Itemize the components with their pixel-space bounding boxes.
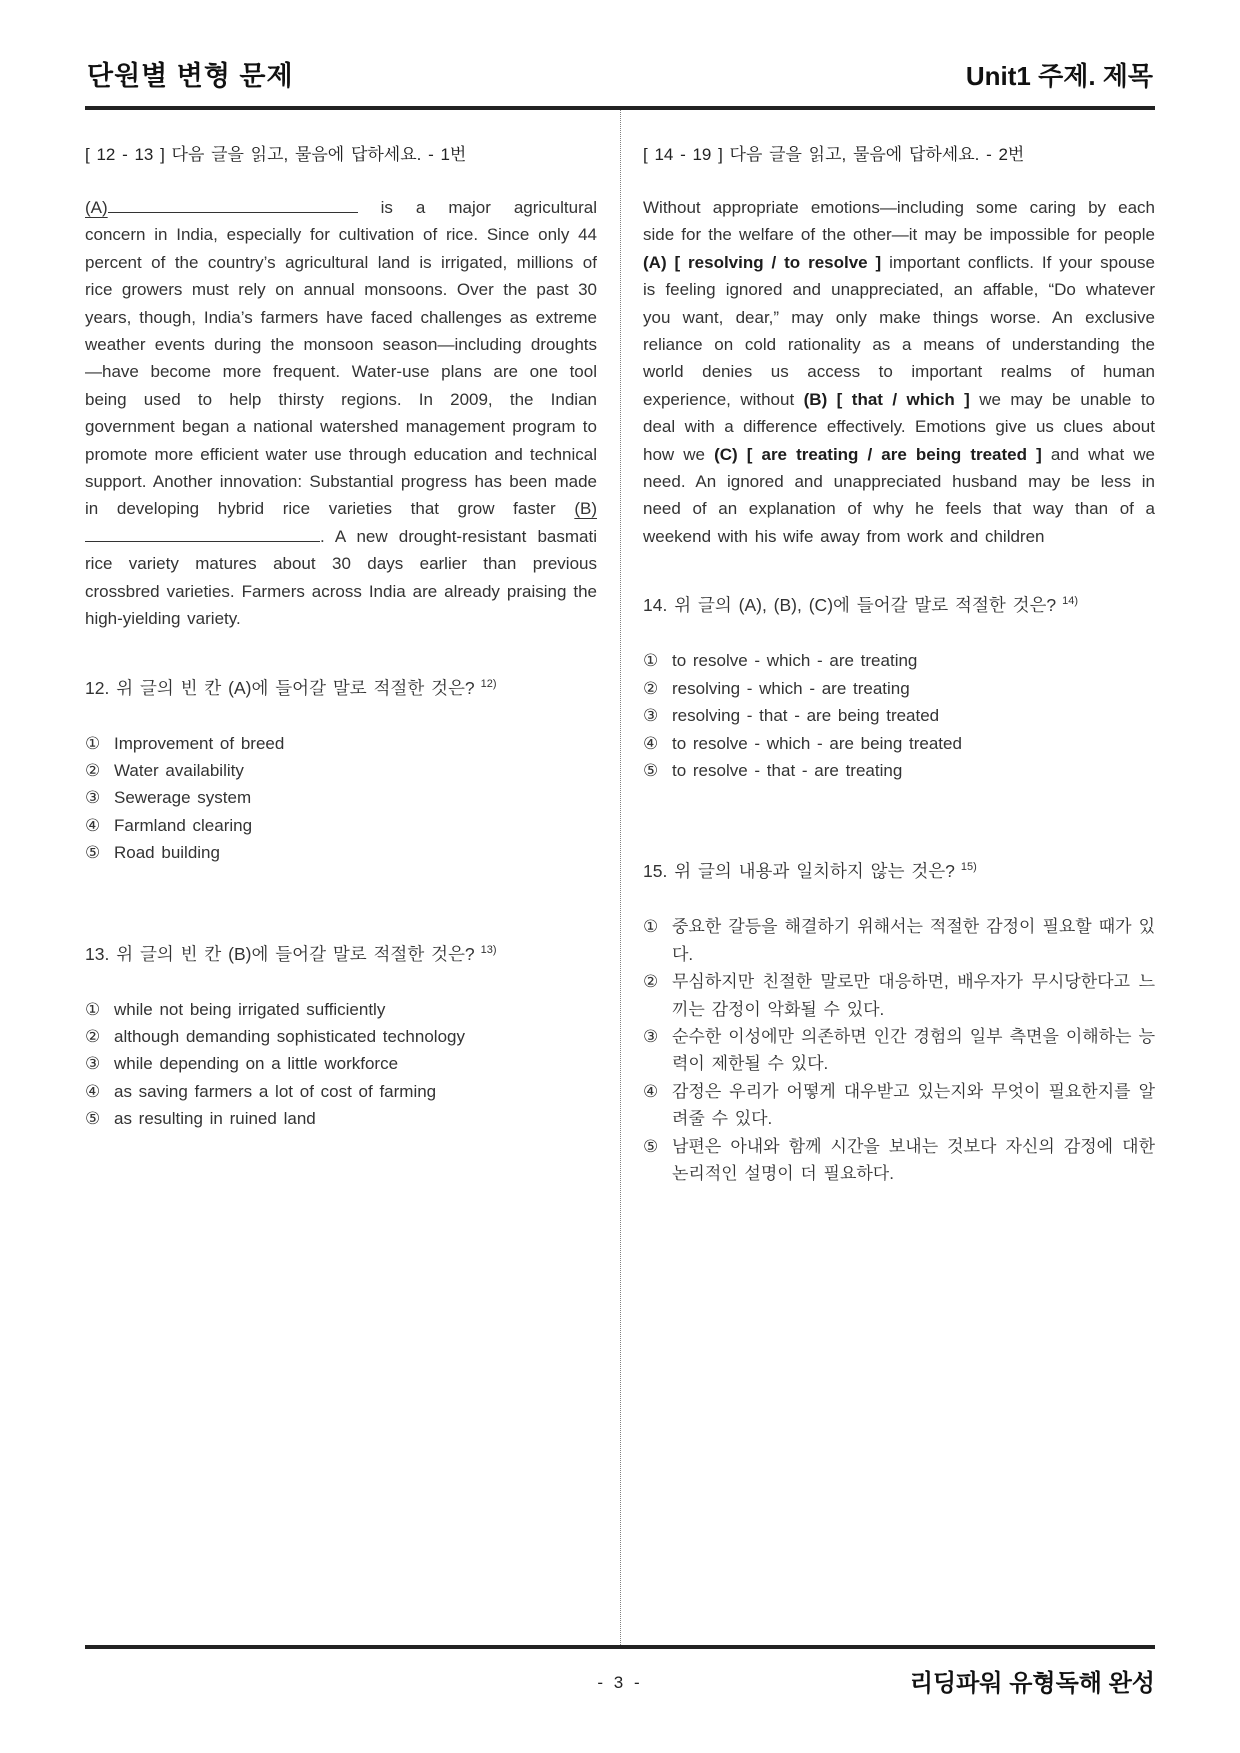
passage-segment: (C) [ are treating / are being treated ] <box>714 444 1042 464</box>
question-15-options <box>643 913 1155 1187</box>
passage-segment: (A) <box>85 198 108 217</box>
passage-right <box>643 194 1155 550</box>
question-13-prompt <box>85 941 597 966</box>
two-column-content <box>85 110 1155 1645</box>
page-header <box>85 54 1155 110</box>
option-item <box>643 913 1155 968</box>
option-text: Farmland clearing <box>114 815 253 835</box>
option-text: as resulting in ruined land <box>114 1109 316 1129</box>
passage-segment: . A new drought-resistant basmati rice variety matures about 30 days earlier than previous crossbred varieties. Farmers across India are already praising the high-yielding variety. <box>85 526 597 629</box>
option-marker: ② <box>643 678 659 698</box>
option-marker: ② <box>85 1026 101 1046</box>
option-text: 감정은 우리가 어떻게 대우받고 있는지와 무엇이 필요한지를 알려줄 수 있다. <box>672 1081 1155 1129</box>
question-15-text: 15. 위 글의 내용과 일치하지 않는 것은? <box>643 861 955 882</box>
option-text: as saving farmers a lot of cost of farming <box>114 1081 437 1101</box>
option-text: while not being irrigated sufficiently <box>114 999 386 1019</box>
option-marker: ① <box>643 917 659 937</box>
option-item <box>85 784 597 811</box>
question-13 <box>85 941 597 1133</box>
question-14 <box>643 592 1155 784</box>
option-item <box>85 1023 597 1050</box>
option-marker: ③ <box>643 1026 659 1046</box>
question-12-text: 12. 위 글의 빈 칸 (A)에 들어갈 말로 적절한 것은? <box>85 677 475 698</box>
option-item <box>85 757 597 784</box>
option-marker: ③ <box>85 1054 101 1074</box>
option-item <box>643 647 1155 674</box>
option-marker: ④ <box>85 1081 101 1101</box>
question-12-footnote: 12) <box>480 677 497 690</box>
option-item <box>85 1078 597 1105</box>
option-item <box>85 730 597 757</box>
question-15-footnote: 15) <box>960 861 977 874</box>
blank-line <box>85 525 320 542</box>
passage-segment: Without appropriate emotions—including some caring by each side for the welfare of the other—it may be impossible for people <box>643 198 1155 245</box>
option-marker: ① <box>643 651 659 671</box>
option-marker: ④ <box>643 1081 659 1101</box>
passage-segment: we may be unable to deal with a difference effectively. Emotions give us clues about how we <box>643 389 1155 464</box>
page-footer <box>85 1645 1155 1753</box>
option-marker: ① <box>85 999 101 1019</box>
option-marker: ⑤ <box>85 1109 101 1129</box>
option-text: 무심하지만 친절한 말로만 대응하면, 배우자가 무시당한다고 느끼는 감정이 악화될 수 있다. <box>672 972 1155 1019</box>
option-item <box>643 1133 1155 1188</box>
book-title: 리딩파워 유형독해 완성 <box>909 1670 1155 1697</box>
page-number: - 3 - <box>597 1673 643 1692</box>
section-label-left: [ 12 - 13 ] 다음 글을 읽고, 물음에 답하세요. - 1번 <box>85 145 467 164</box>
option-marker: ② <box>643 972 659 992</box>
left-column <box>85 110 620 1645</box>
option-text: to resolve - that - are treating <box>672 760 903 780</box>
option-item <box>643 968 1155 1023</box>
option-item <box>643 1078 1155 1133</box>
option-text: to resolve - which - are treating <box>672 651 918 671</box>
question-12 <box>85 675 597 867</box>
option-marker: ⑤ <box>85 843 101 863</box>
question-13-text: 13. 위 글의 빈 칸 (B)에 들어갈 말로 적절한 것은? <box>85 943 475 964</box>
passage-segment: (A) [ resolving / to resolve ] <box>643 252 882 272</box>
option-item <box>643 675 1155 702</box>
option-marker: ② <box>85 760 101 780</box>
option-item <box>85 812 597 839</box>
question-14-text: 14. 위 글의 (A), (B), (C)에 들어갈 말로 적절한 것은? <box>643 595 1057 616</box>
option-item <box>643 702 1155 729</box>
passage-segment: important conflicts. If your spouse is feeling ignored and unappreciated, an affable, “Do whatever you want, dear,” may only make things worse. An exclusive reliance on cold rationality as a means of understanding the world denies us access to important realms of human experience, without <box>643 252 1155 409</box>
option-item <box>85 1050 597 1077</box>
option-marker: ⑤ <box>643 1136 659 1156</box>
right-column <box>620 110 1155 1645</box>
option-item <box>643 730 1155 757</box>
option-marker: ④ <box>85 815 101 835</box>
question-13-footnote: 13) <box>480 943 497 956</box>
option-item <box>85 1105 597 1132</box>
question-14-prompt <box>643 592 1155 617</box>
footer-row <box>85 1649 1155 1753</box>
option-text: 중요한 갈등을 해결하기 위해서는 적절한 감정이 필요할 때가 있다. <box>672 917 1155 964</box>
passage-segment: (B) [ that / which ] <box>803 389 970 409</box>
unit-title: Unit1 주제. 제목 <box>965 61 1153 91</box>
option-text: Water availability <box>114 760 244 780</box>
question-15-prompt <box>643 858 1155 883</box>
passage-left <box>85 194 597 633</box>
option-text: while depending on a little workforce <box>114 1054 399 1074</box>
option-text: although demanding sophisticated technology <box>114 1026 465 1046</box>
question-12-prompt <box>85 675 597 700</box>
section-label-right: [ 14 - 19 ] 다음 글을 읽고, 물음에 답하세요. - 2번 <box>643 145 1025 164</box>
blank-line <box>108 196 358 213</box>
option-text: resolving - that - are being treated <box>672 706 940 726</box>
option-marker: ① <box>85 733 101 753</box>
question-15 <box>643 858 1155 1187</box>
option-text: Sewerage system <box>114 788 252 808</box>
option-text: 순수한 이성에만 의존하면 인간 경험의 일부 측면을 이해하는 능력이 제한될 수 있다. <box>672 1026 1155 1074</box>
option-item <box>643 1023 1155 1078</box>
question-13-options <box>85 996 597 1133</box>
question-12-options <box>85 730 597 867</box>
option-text: 남편은 아내와 함께 시간을 보내는 것보다 자신의 감정에 대한 논리적인 설명이 더 필요하다. <box>672 1136 1155 1183</box>
option-text: Road building <box>114 843 220 863</box>
option-item <box>85 996 597 1023</box>
header-row <box>85 54 1155 106</box>
option-text: resolving - which - are treating <box>672 678 910 698</box>
question-14-options <box>643 647 1155 784</box>
option-marker: ⑤ <box>643 760 659 780</box>
passage-segment: is a major agricultural concern in India, especially for cultivation of rice. Since only 44 percent of the country’s agricultural land is irrigated, millions of rice growers must rely on annual monsoons. Over the past 30 years, though, India’s farmers have faced challenges as extreme weather events during the monsoon season—including droughts—have become more frequent. Water-use plans are one tool being used to help thirsty regions. In 2009, the Indian government began a national watershed management program to promote more efficient water use through education and technical support. Another innovation: Substantial progress has been made in developing hybrid rice varieties that grow faster <box>85 198 597 519</box>
option-text: Improvement of breed <box>114 733 285 753</box>
option-marker: ③ <box>85 788 101 808</box>
option-item <box>643 757 1155 784</box>
passage-segment: (B) <box>574 499 597 519</box>
option-marker: ④ <box>643 733 659 753</box>
passage-segment: and what we need. An ignored and unappreciated husband may be less in need of an explanation of why he feels that way than of a weekend with his wife away from work and children <box>643 444 1155 546</box>
document-title: 단원별 변형 문제 <box>87 61 294 91</box>
option-marker: ③ <box>643 706 659 726</box>
option-text: to resolve - which - are being treated <box>672 733 962 753</box>
question-14-footnote: 14) <box>1062 595 1079 608</box>
option-item <box>85 839 597 866</box>
